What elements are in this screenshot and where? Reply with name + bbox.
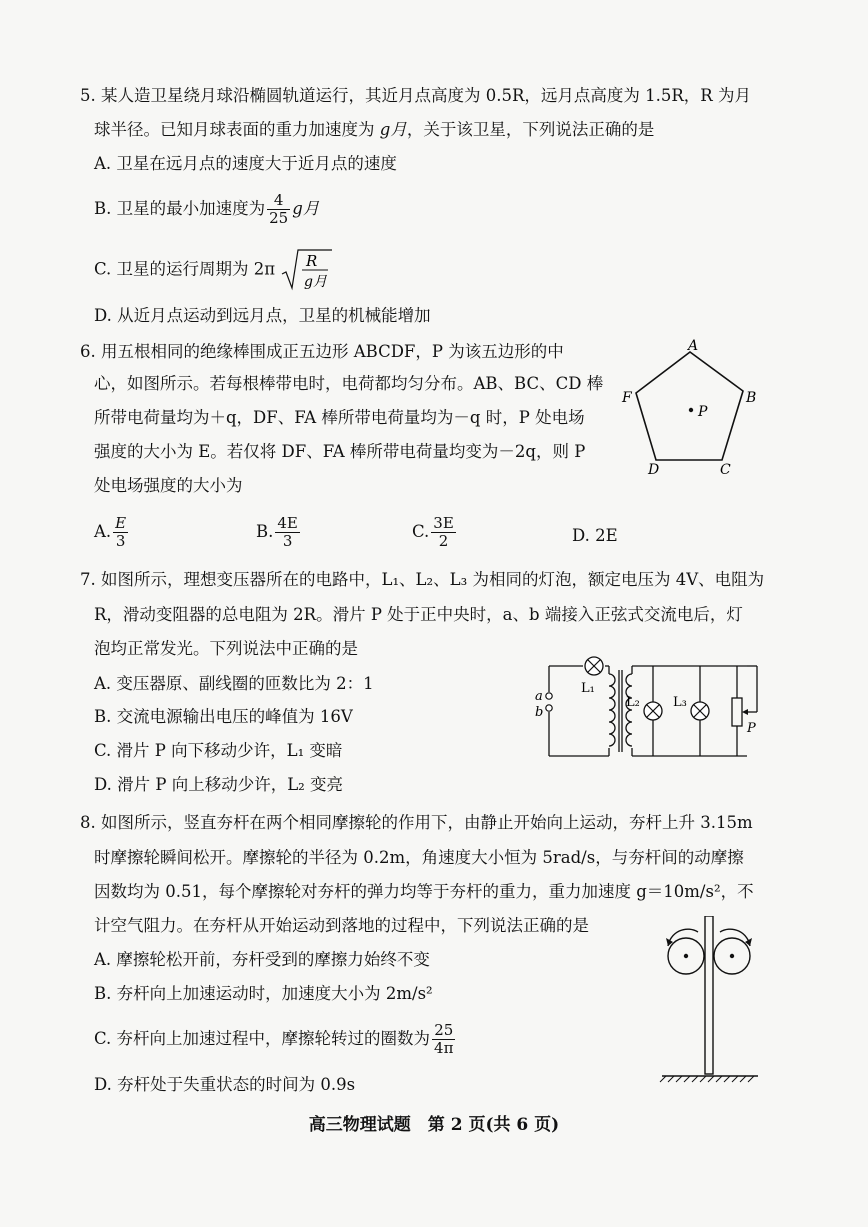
pentagon-figure: [610, 338, 770, 478]
q5-stem-line2: [94, 120, 654, 140]
tamping-rod-figure: [656, 916, 766, 1084]
label-l1: L₁: [581, 681, 595, 696]
q8-stem-line4: 计空气阻力。在夯杆从开始运动到落地的过程中，下列说法正确的是: [94, 916, 589, 935]
q6-option-c-fraction: [431, 515, 456, 550]
numerator: 25: [432, 1022, 455, 1040]
q7-option-a: A. 变压器原、副线圈的匝数比为 2：1: [94, 674, 374, 693]
label-b: b: [535, 705, 544, 720]
q5-option-b: [94, 192, 319, 227]
q8-stem-line2: 时摩擦轮瞬间松开。摩擦轮的半径为 0.2m，角速度大小恒为 5rad/s，与夯杆间的动摩擦: [94, 848, 744, 867]
q7-option-c: C. 滑片 P 向下移动少许，L₁ 变暗: [94, 741, 343, 760]
numerator: 4: [267, 192, 290, 210]
label-l3: L₃: [673, 695, 687, 710]
q5-option-b-text: B. 卫星的最小加速度为: [94, 199, 266, 218]
vertex-label-a: A: [688, 338, 699, 354]
denominator: 2: [438, 532, 449, 550]
q5-option-b-fraction: [267, 192, 290, 227]
option-label: A.: [94, 522, 112, 541]
q5-option-c: [94, 248, 332, 292]
q6-option-c: [412, 515, 458, 550]
sqrt-numerator: R: [306, 252, 318, 270]
q5-option-d: D. 从近月点运动到远月点，卫星的机械能增加: [94, 306, 431, 325]
vertex-label-d: D: [648, 462, 660, 478]
denominator: 3: [282, 532, 293, 550]
q6-option-b: [256, 515, 302, 550]
q6-option-a-fraction: [113, 515, 128, 550]
terminal-a: [546, 693, 552, 699]
q8-option-c: [94, 1022, 457, 1057]
lamp-l2-icon: [644, 702, 662, 720]
q5-option-c-sqrt: [280, 248, 332, 292]
q8-option-a: A. 摩擦轮松开前，夯杆受到的摩擦力始终不变: [94, 950, 430, 969]
q6-stem-line5: 处电场强度的大小为: [94, 476, 243, 495]
q6-option-d: D. 2E: [572, 526, 618, 545]
q5-option-c-text: C. 卫星的运行周期为 2π: [94, 259, 276, 279]
denominator: 3: [115, 532, 126, 550]
page-footer: 高三物理试题 第 2 页(共 6 页): [308, 1115, 560, 1135]
q6-stem-line2: 心，如图所示。若每根棒带电时，电荷都均匀分布。AB、BC、CD 棒: [94, 374, 604, 393]
q6-stem-line4: 强度的大小为 E。若仅将 DF、FA 棒所带电荷量均变为－2q，则 P: [94, 442, 586, 461]
q8-option-b: B. 夯杆向上加速运动时，加速度大小为 2m/s²: [94, 984, 433, 1003]
denominator: 4π: [434, 1039, 454, 1057]
sqrt-denominator: g月: [304, 274, 328, 290]
transformer-circuit-figure: [525, 652, 775, 772]
q5-option-b-g: g月: [292, 199, 320, 218]
q7-option-d: D. 滑片 P 向上移动少许，L₂ 变亮: [94, 775, 344, 794]
q5-option-a: A. 卫星在远月点的速度大于近月点的速度: [94, 154, 397, 173]
terminal-b: [546, 705, 552, 711]
q6-stem-line1: 6. 用五根相同的绝缘棒围成正五边形 ABCDF，P 为该五边形的中: [80, 342, 564, 361]
numerator: 4E: [277, 514, 298, 532]
vertex-label-c: C: [720, 462, 731, 478]
q8-stem-line1: 8. 如图所示，竖直夯杆在两个相同摩擦轮的作用下，由静止开始向上运动，夯杆上升 3.15m: [80, 813, 753, 832]
option-label: C.: [412, 522, 430, 541]
q6-option-a: [94, 515, 130, 550]
q7-stem-line2: R，滑动变阻器的总电阻为 2R。滑片 P 处于正中央时，a、b 端接入正弦式交流电后，灯: [94, 605, 743, 624]
numerator: 3E: [433, 514, 454, 532]
q8-option-c-fraction: [432, 1022, 455, 1057]
ground-hatching: [660, 1076, 754, 1082]
q7-option-b: B. 交流电源输出电压的峰值为 16V: [94, 707, 353, 726]
center-point: [689, 408, 693, 412]
vertex-label-f: F: [622, 390, 632, 406]
label-l2: L₂: [626, 695, 640, 710]
tamping-rod: [705, 916, 713, 1074]
q8-option-c-text: C. 夯杆向上加速过程中，摩擦轮转过的圈数为: [94, 1029, 431, 1048]
q6-stem-line3: 所带电荷量均为＋q，DF、FA 棒所带电荷量均为－q 时，P 处电场: [94, 408, 585, 427]
label-a: a: [535, 689, 543, 704]
denominator: 25: [269, 209, 289, 227]
lamp-l1-icon: [585, 657, 603, 675]
q7-stem-line1: 7. 如图所示，理想变压器所在的电路中，L₁、L₂、L₃ 为相同的灯泡，额定电压为 4V、电阻为: [80, 570, 765, 589]
option-label: B.: [256, 522, 274, 541]
q5-stem-text: 球半径。已知月球表面的重力加速度为: [94, 120, 380, 139]
pentagon-shape: [636, 352, 743, 460]
q5-stem-line1: 5. 某人造卫星绕月球沿椭圆轨道运行，其近月点高度为 0.5R，远月点高度为 1.5R，R 为月: [80, 86, 751, 105]
q7-stem-line3: 泡均正常发光。下列说法中正确的是: [94, 639, 358, 658]
center-label-p: P: [698, 404, 708, 420]
q5-stem-text-tail: ，关于该卫星，下列说法正确的是: [406, 120, 655, 139]
numerator: E: [115, 514, 127, 532]
lamp-l3-icon: [691, 702, 709, 720]
vertex-label-b: B: [746, 390, 757, 406]
q8-option-d: D. 夯杆处于失重状态的时间为 0.9s: [94, 1075, 356, 1094]
q6-option-b-fraction: [275, 515, 300, 550]
q5-g-moon: g月: [379, 120, 407, 139]
label-p: P: [747, 721, 756, 736]
q8-stem-line3: 因数均为 0.51，每个摩擦轮对夯杆的弹力均等于夯杆的重力，重力加速度 g＝10m/s²，不: [94, 882, 754, 901]
